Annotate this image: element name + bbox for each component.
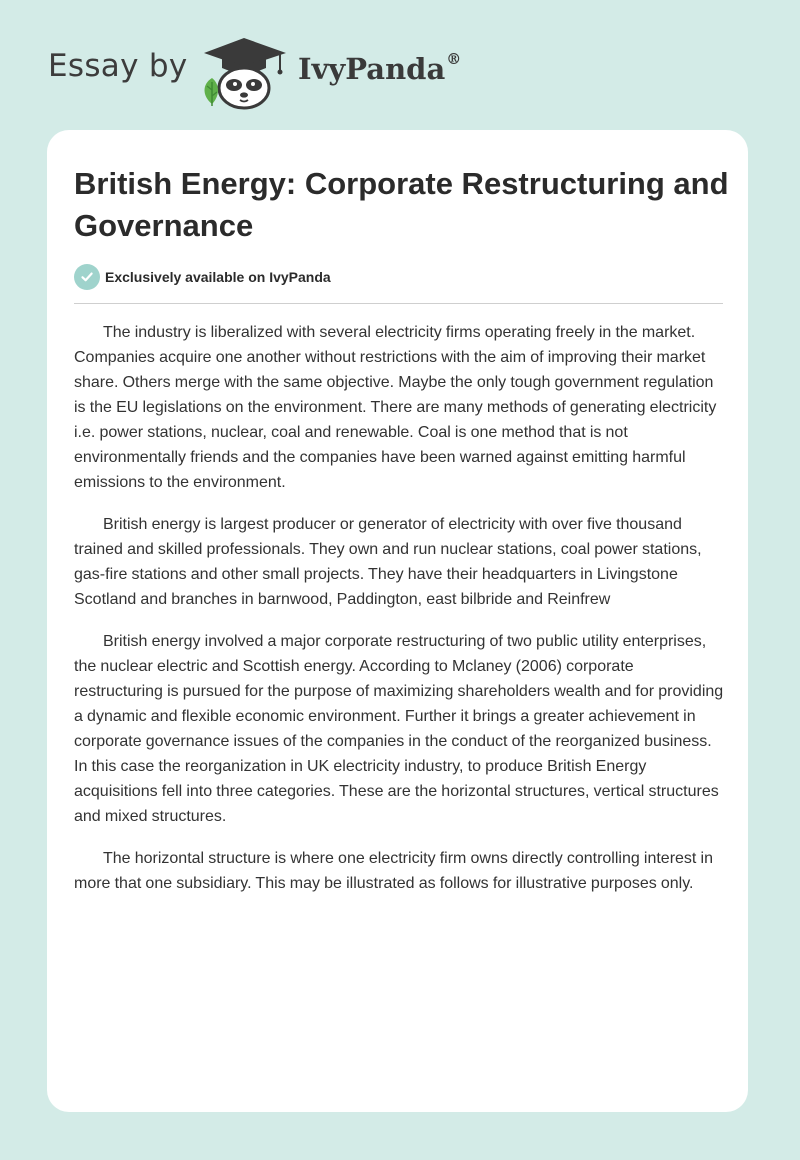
essay-card (47, 130, 748, 1112)
paragraph: The industry is liberalized with several electricity firms operating freely in the market. Companies acquire one another without restrictions with the aim of improving their market share. Others merge with the same objective. Maybe the only tough government regulation is the EU legislations on the environment. There are many methods of generating electricity i.e. power stations, nuclear, coal and renewable. Coal is one method that is not environmentally friends and the companies have been warned against emitting harmful emissions to the environment. (74, 324, 717, 491)
panda-graduate-logo-icon[interactable] (200, 34, 296, 110)
page-title: British Energy: Corporate Restructuring and Governance (74, 166, 729, 243)
brand-name[interactable]: IvyPanda® (298, 50, 462, 86)
paragraph: British energy involved a major corporate restructuring of two public utility enterprises, the nuclear electric and Scottish energy. According to Mclaney (2006) corporate restructuring is pursued for the purpose of maximizing shareholders wealth and for providing a dynamic and flexible economic environment. Further it brings a greater achievement in corporate governance issues of the companies in the conduct of the reorganized business. In this case the reorganization in UK electricity industry, to produce British Energy acquisitions fell into three categories. These are the horizontal structures, vertical structures and mixed structures. (74, 633, 724, 825)
check-icon (74, 264, 100, 290)
divider (74, 303, 723, 304)
paragraph: The horizontal structure is where one electricity firm owns directly controlling interest in more that one subsidiary. This may be illustrated as follows for illustrative purposes only. (74, 850, 713, 892)
exclusive-badge-label: Exclusively available on IvyPanda (105, 269, 331, 285)
registered-mark: ® (446, 50, 462, 68)
paragraph: British energy is largest producer or generator of electricity with over five thousand trained and skilled professionals. They own and run nuclear stations, coal power stations, gas-fire stations and other small projects. They have their headquarters in Livingstone Scotland and branches in barnwood, Paddington, east bilbride and Reinfrew (74, 516, 702, 608)
essay-by-label: Essay by (48, 48, 188, 84)
site-header (48, 34, 548, 114)
essay-body (74, 320, 724, 913)
exclusive-badge (74, 264, 331, 290)
